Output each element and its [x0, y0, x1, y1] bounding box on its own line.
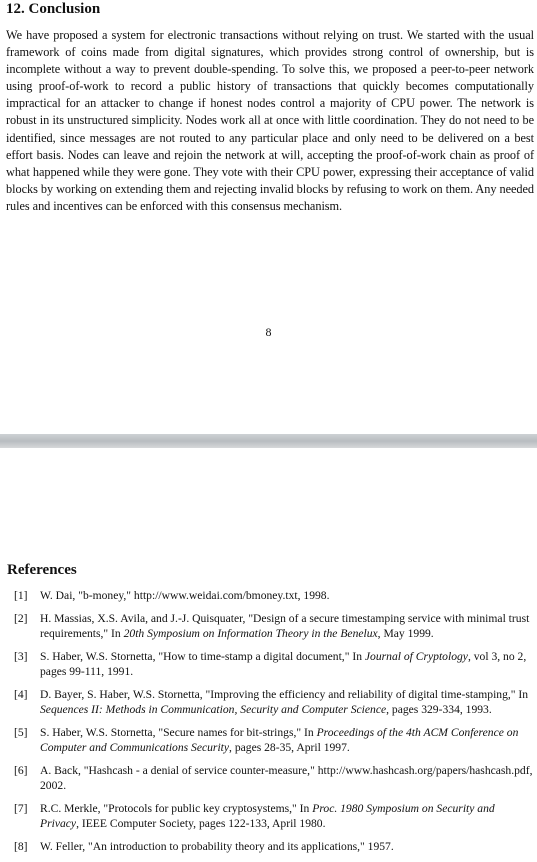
reference-text: D. Bayer, S. Haber, W.S. Stornetta, "Improving the efficiency and reliability of digital time-stamping," In Sequences II: Methods in Communication, Security and Computer Science, pages 329-334, 1993. — [40, 688, 529, 716]
reference-text: R.C. Merkle, "Protocols for public key cryptosystems," In Proc. 1980 Symposium on Security and Privacy, IEEE Computer Society, pages 122-133, April 1980. — [40, 802, 495, 830]
references-heading: References — [7, 562, 77, 578]
reference-number: [7] — [14, 802, 28, 815]
reference-number: [8] — [14, 840, 28, 853]
page-number: 8 — [265, 325, 272, 339]
reference-item — [14, 801, 534, 831]
page-9 — [0, 448, 537, 853]
reference-item — [14, 611, 534, 641]
reference-number: [5] — [14, 726, 28, 739]
reference-number: [6] — [14, 764, 28, 777]
reference-number: [1] — [14, 589, 28, 602]
references-list — [14, 588, 534, 862]
reference-item — [14, 649, 534, 679]
reference-item — [14, 687, 534, 717]
reference-text: W. Feller, "An introduction to probability theory and its applications," 1957. — [40, 840, 394, 853]
reference-number: [2] — [14, 612, 28, 625]
reference-text: H. Massias, X.S. Avila, and J.-J. Quisquater, "Design of a secure timestamping service with minimal trust requirements," In 20th Symposium on Information Theory in the Benelux, May 1999. — [40, 612, 530, 640]
conclusion-heading: 12. Conclusion — [6, 1, 101, 17]
reference-number: [4] — [14, 688, 28, 701]
reference-item — [14, 839, 534, 854]
reference-text: W. Dai, "b-money," http://www.weidai.com/bmoney.txt, 1998. — [40, 589, 330, 602]
page-separator — [0, 434, 537, 448]
reference-item — [14, 725, 534, 755]
reference-item — [14, 763, 534, 793]
reference-text: A. Back, "Hashcash - a denial of service counter-measure," http://www.hashcash.org/papers/hashcash.pdf, 2002. — [40, 764, 533, 792]
reference-text: S. Haber, W.S. Stornetta, "How to time-stamp a digital document," In Journal of Cryptology, vol 3, no 2, pages 99-111, 1991. — [40, 650, 527, 678]
reference-text: S. Haber, W.S. Stornetta, "Secure names for bit-strings," In Proceedings of the 4th ACM Conference on Computer and Communications Security, pages 28-35, April 1997. — [40, 726, 519, 754]
reference-number: [3] — [14, 650, 28, 663]
conclusion-body: We have proposed a system for electronic transactions without relying on trust. We started with the usual framework of coins made from digital signatures, which provides strong control of ownership, but is incomplete without a way to prevent double-spending. To solve this, we proposed a peer-to-peer network using proof-of-work to record a public history of transactions that quickly becomes computationally impractical for an attacker to change if honest nodes control a majority of CPU power. The network is robust in its unstructured simplicity. Nodes work all at once with little coordination. They do not need to be identified, since messages are not routed to any particular place and only need to be delivered on a best effort basis. Nodes can leave and rejoin the network at will, accepting the proof-of-work chain as proof of what happened while they were gone. They vote with their CPU power, expressing their acceptance of valid blocks by working on extending them and rejecting invalid blocks by refusing to work on them. Any needed rules and incentives can be enforced with this consensus mechanism. — [6, 28, 534, 213]
reference-item — [14, 588, 534, 603]
